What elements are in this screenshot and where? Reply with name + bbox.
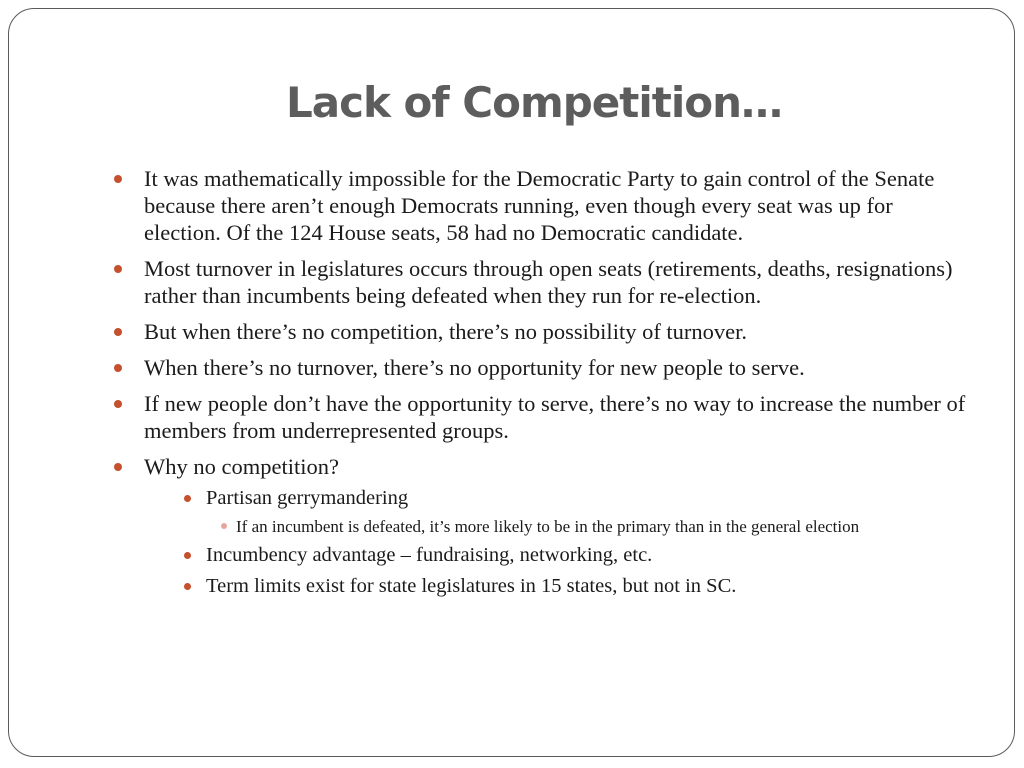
bullet-text: When there’s no turnover, there’s no opportunity for new people to serve.: [144, 355, 805, 380]
bullet-item: [112, 453, 972, 599]
bullet-item: [112, 255, 972, 309]
bullet-dot-icon: [114, 175, 122, 183]
sub-bullet-dot-icon: [184, 552, 191, 559]
sub-sub-bullet-list: [206, 516, 972, 537]
bullet-dot-icon: [114, 364, 122, 372]
sub-sub-bullet-item: [214, 516, 972, 537]
bullet-text: If new people don’t have the opportunity to serve, there’s no way to increase the number of members from underrepresented groups.: [144, 391, 966, 443]
sub-bullet-list: [144, 486, 972, 599]
bullet-dot-icon: [114, 328, 122, 336]
bullet-dot-icon: [114, 400, 122, 408]
bullet-dot-icon: [114, 265, 122, 273]
sub-bullet-dot-icon: [184, 583, 191, 590]
sub-bullet-item: [176, 486, 972, 537]
bullet-dot-icon: [114, 463, 122, 471]
sub-bullet-item: [176, 574, 972, 599]
bullet-text: It was mathematically impossible for the Democratic Party to gain control of the Senate because there aren’t enough Democrats running, even though every seat was up for election. Of the 124 House seats, 58 had no Democratic candidate.: [144, 166, 935, 245]
sub-bullet-item: [176, 543, 972, 568]
sub-bullet-text: Term limits exist for state legislatures in 15 states, but not in SC.: [206, 575, 737, 597]
bullet-text: But when there’s no competition, there’s no possibility of turnover.: [144, 319, 748, 344]
sub-bullet-text: Partisan gerrymandering: [206, 487, 409, 509]
slide-title: Lack of Competition…: [286, 78, 782, 127]
slide-body: [112, 165, 972, 608]
sub-sub-bullet-text: If an incumbent is defeated, it’s more likely to be in the primary than in the general election: [236, 517, 860, 536]
bullet-text: Most turnover in legislatures occurs through open seats (retirements, deaths, resignations) rather than incumbents being defeated when they run for re-election.: [144, 256, 953, 308]
bullet-item: [112, 354, 972, 381]
sub-bullet-text: Incumbency advantage – fundraising, networking, etc.: [206, 544, 653, 566]
sub-bullet-dot-icon: [184, 495, 191, 502]
bullet-list: [112, 165, 972, 599]
bullet-item: [112, 165, 972, 246]
bullet-item: [112, 390, 972, 444]
bullet-item: [112, 318, 972, 345]
bullet-text: Why no competition?: [144, 454, 339, 479]
sub-sub-bullet-dot-icon: [221, 523, 227, 529]
